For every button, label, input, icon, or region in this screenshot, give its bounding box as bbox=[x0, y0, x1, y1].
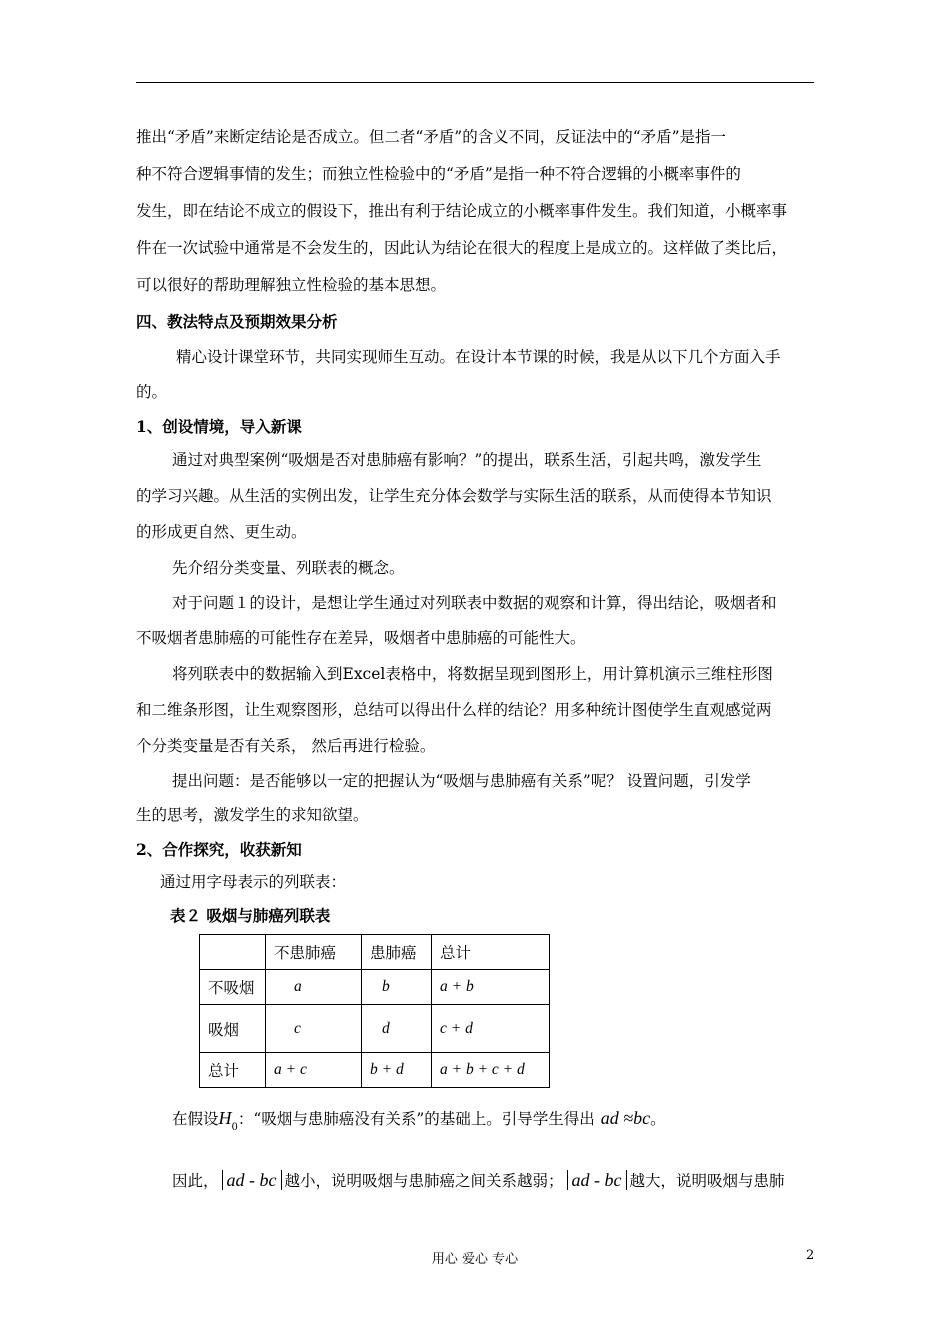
paragraph-line: 通过用字母表示的列联表： bbox=[160, 873, 347, 891]
paragraph-line: 对于问题１的设计，是想让学生通过对列联表中数据的观察和计算，得出结论，吸烟者和 bbox=[172, 594, 777, 612]
paragraph-line: 不吸烟者患肺癌的可能性存在差异，吸烟者中患肺癌的可能性大。 bbox=[136, 629, 586, 647]
table-cell: b + d bbox=[362, 1053, 432, 1088]
table-cell: a + b bbox=[432, 970, 550, 1005]
paragraph-line: 的。 bbox=[136, 383, 168, 401]
table-row bbox=[200, 1005, 550, 1053]
table-cell bbox=[200, 935, 266, 970]
table-row-label: 吸烟 bbox=[200, 1005, 266, 1053]
table-header-cell: 总计 bbox=[432, 935, 550, 970]
hypothesis-prefix: 在假设 bbox=[172, 1110, 219, 1128]
paragraph-line: 的形成更自然、更生动。 bbox=[136, 523, 307, 541]
abs-expression: ad - bc bbox=[567, 1170, 627, 1190]
paragraph-line: 将列联表中的数据输入到Excel表格中，将数据呈现到图形上，用计算机演示三维柱形图 bbox=[172, 665, 773, 683]
conclusion-prefix: 因此， bbox=[172, 1172, 219, 1190]
subsection-heading: 1、创设情境，导入新课 bbox=[136, 417, 302, 436]
page-footer: 用心 爱心 专心 bbox=[431, 1252, 519, 1267]
hypothesis-formula: ad ≈bc bbox=[600, 1108, 651, 1128]
paragraph-line: 发生，即在结论不成立的假设下，推出有利于结论成立的小概率事件发生。我们知道，小概率事 bbox=[136, 202, 788, 220]
abs-expression: ad - bc bbox=[222, 1170, 282, 1190]
table-row-label: 不吸烟 bbox=[200, 970, 266, 1005]
table-cell: c bbox=[266, 1005, 362, 1053]
hypothesis-symbol: H bbox=[218, 1108, 232, 1128]
table-header-cell: 患肺癌 bbox=[362, 935, 432, 970]
page-number: 2 bbox=[806, 1248, 815, 1263]
subsection-heading: 2、合作探究，收获新知 bbox=[136, 840, 302, 859]
table-cell: a + b + c + d bbox=[432, 1053, 550, 1088]
table-cell: c + d bbox=[432, 1005, 550, 1053]
paragraph-line: 先介绍分类变量、列联表的概念。 bbox=[172, 559, 405, 577]
table-cell: d bbox=[362, 1005, 432, 1053]
header-rule bbox=[136, 82, 814, 83]
table-cell: b bbox=[362, 970, 432, 1005]
conclusion-suffix: 越大，说明吸烟与患肺 bbox=[629, 1172, 785, 1190]
paragraph-line: 精心设计课堂环节，共同实现师生互动。在设计本节课的时候，我是从以下几个方面入手 bbox=[176, 348, 781, 366]
section-heading: 四、教法特点及预期效果分析 bbox=[136, 312, 338, 331]
paragraph-line: 的学习兴趣。从生活的实例出发，让学生充分体会数学与实际生活的联系，从而使得本节知识 bbox=[136, 487, 772, 505]
paragraph-line: 个分类变量是否有关系， 然后再进行检验。 bbox=[136, 737, 436, 755]
paragraph-line: 推出“矛盾”来断定结论是否成立。但二者“矛盾”的含义不同，反证法中的“矛盾”是指一 bbox=[136, 128, 727, 146]
hypothesis-line bbox=[172, 1108, 666, 1132]
table-cell: a bbox=[266, 970, 362, 1005]
hypothesis-text: ：“吸烟与患肺癌没有关系”的基础上。引导学生得出 bbox=[237, 1110, 595, 1128]
paragraph-line: 提出问题：是否能够以一定的把握认为“吸烟与患肺癌有关系”呢？ 设置问题，引发学 bbox=[172, 772, 751, 790]
paragraph-line: 种不符合逻辑事情的发生；而独立性检验中的“矛盾”是指一种不符合逻辑的小概率事件的 bbox=[136, 165, 741, 183]
contingency-table bbox=[199, 934, 550, 1088]
table-row-label: 总计 bbox=[200, 1053, 266, 1088]
paragraph-line: 通过对典型案例“吸烟是否对患肺癌有影响？”的提出，联系生活，引起共鸣，激发学生 bbox=[172, 451, 762, 469]
conclusion-text: 越小，说明吸烟与患肺癌之间关系越弱； bbox=[284, 1172, 564, 1190]
table-caption: 表２ 吸烟与肺癌列联表 bbox=[170, 906, 331, 925]
conclusion-line bbox=[172, 1170, 785, 1191]
table-header-cell: 不患肺癌 bbox=[266, 935, 362, 970]
table-row bbox=[200, 1053, 550, 1088]
paragraph-line: 可以很好的帮助理解独立性检验的基本思想。 bbox=[136, 276, 447, 294]
table-cell: a + c bbox=[266, 1053, 362, 1088]
hypothesis-suffix: 。 bbox=[650, 1110, 666, 1128]
paragraph-line: 生的思考，激发学生的求知欲望。 bbox=[136, 806, 369, 824]
table-row bbox=[200, 970, 550, 1005]
table-header-row bbox=[200, 935, 550, 970]
paragraph-line: 件在一次试验中通常是不会发生的，因此认为结论在很大的程度上是成立的。这样做了类比后， bbox=[136, 239, 788, 257]
hypothesis-subscript: 0 bbox=[231, 1122, 238, 1133]
paragraph-line: 和二维条形图，让生观察图形，总结可以得出什么样的结论？用多种统计图使学生直观感觉两 bbox=[136, 701, 772, 719]
